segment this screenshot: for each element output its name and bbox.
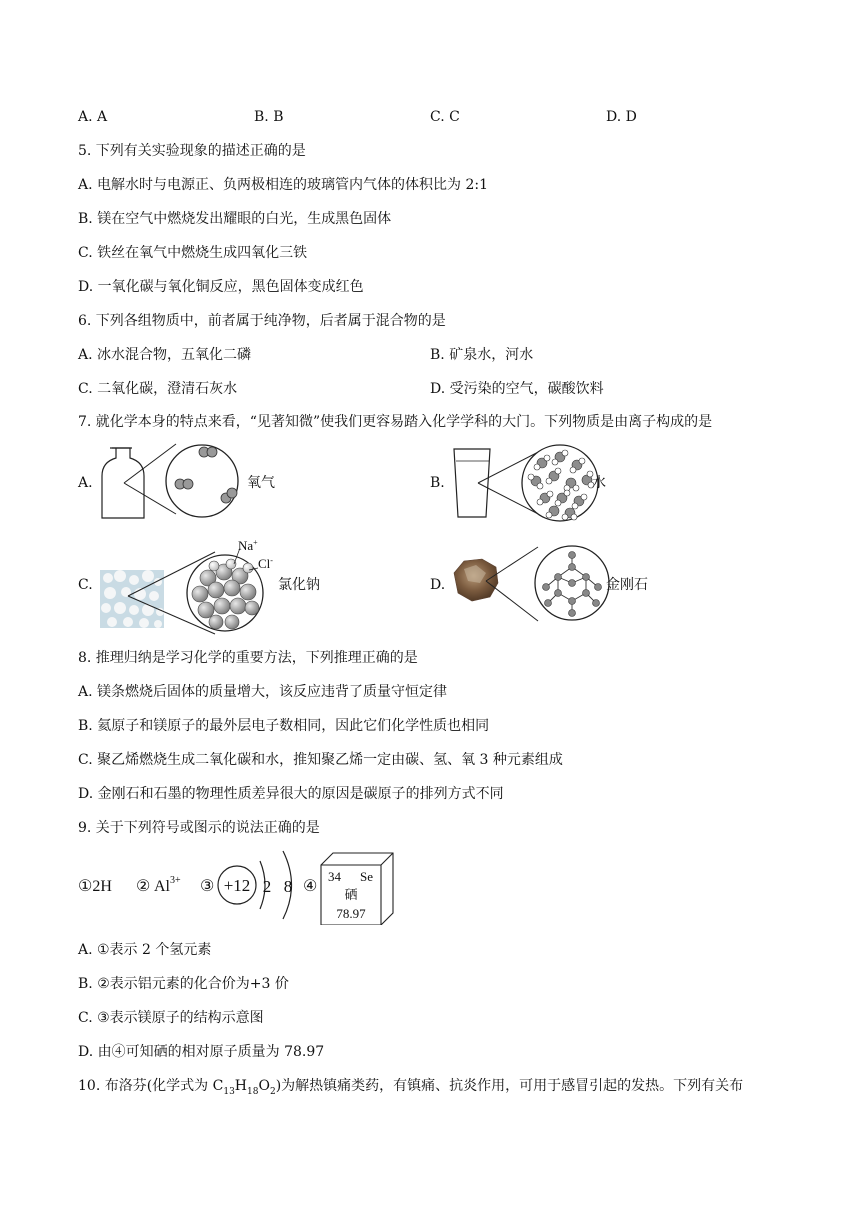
q6-option-b: B. 矿泉水，河水 xyxy=(430,347,534,363)
na-label: Na+ xyxy=(238,538,258,553)
q9-option-d: D. 由④可知硒的相对原子质量为 78.97 xyxy=(78,1044,325,1060)
q4-option-a: A. A xyxy=(78,109,108,125)
q7-stem: 7. 就化学本身的特点来看，“见著知微”使我们更容易踏入化学学科的大门。下列物质是由离子构成的是 xyxy=(78,414,713,430)
q4-option-c: C. C xyxy=(430,109,460,125)
atomic-number: 34 xyxy=(328,869,341,884)
shell-1-count: 2 xyxy=(262,877,272,896)
q9-option-c: C. ③表示镁原子的结构示意图 xyxy=(78,1010,264,1026)
q7-b-label: 水 xyxy=(592,475,606,491)
q4-option-b: B. B xyxy=(254,109,284,125)
selenium-element-cell xyxy=(321,853,393,925)
q8-option-c: C. 聚乙烯燃烧生成二氧化碳和水，推知聚乙烯一定由碳、氢、氧 3 种元素组成 xyxy=(78,752,563,768)
q9-option-a: A. ①表示 2 个氢元素 xyxy=(78,942,212,958)
q5-option-d: D. 一氧化碳与氧化铜反应，黑色固体变成红色 xyxy=(78,279,364,295)
symbol-4-marker: ④ xyxy=(303,878,318,895)
element-symbol: Se xyxy=(360,869,373,884)
q5-stem: 5. 下列有关实验现象的描述正确的是 xyxy=(78,143,306,159)
water-molecule-diagram xyxy=(450,443,600,523)
q6-option-c: C. 二氧化碳，澄清石灰水 xyxy=(78,381,238,397)
q5-option-a: A. 电解水时与电源正、负两极相连的玻璃管内气体的体积比为 2:1 xyxy=(78,177,488,193)
q5-option-c: C. 铁丝在氧气中燃烧生成四氧化三铁 xyxy=(78,245,308,261)
q8-option-d: D. 金刚石和石墨的物理性质差异很大的原因是碳原子的排列方式不同 xyxy=(78,786,504,802)
element-name: 硒 xyxy=(344,887,358,902)
symbol-3-marker: ③ xyxy=(200,878,215,895)
symbol-2-marker: ② xyxy=(136,878,151,895)
aluminum-ion: $Al^{3+}$ xyxy=(154,875,181,895)
q6-stem: 6. 下列各组物质中，前者属于纯净物，后者属于混合物的是 xyxy=(78,313,446,329)
q7-d-letter: D. xyxy=(430,577,446,593)
q9-option-b: B. ②表示铝元素的化合价为+3 价 xyxy=(78,976,289,992)
q8-option-a: A. 镁条燃烧后固体的质量增大，该反应违背了质量守恒定律 xyxy=(78,684,448,700)
nucleus-charge: +12 xyxy=(223,876,251,895)
q6-option-a: A. 冰水混合物，五氧化二磷 xyxy=(78,347,252,363)
q7-b-letter: B. xyxy=(430,475,445,491)
atomic-mass: 78.97 xyxy=(336,906,366,921)
oxygen-molecule-diagram xyxy=(96,440,246,524)
cl-label: Cl- xyxy=(258,556,273,571)
q4-option-d: D. D xyxy=(606,109,637,125)
q9-stem: 9. 关于下列符号或图示的说法正确的是 xyxy=(78,820,320,836)
diamond-structure-diagram xyxy=(450,543,610,627)
q7-d-label: 金刚石 xyxy=(606,577,648,593)
q7-c-label: 氯化钠 xyxy=(278,577,320,593)
q7-a-letter: A. xyxy=(78,475,93,491)
q6-option-d: D. 受污染的空气，碳酸饮料 xyxy=(430,381,604,397)
q7-a-label: 氧气 xyxy=(247,475,275,491)
q9-symbols-figure xyxy=(78,845,408,925)
q7-c-letter: C. xyxy=(78,577,93,593)
shell-2-count: 8 xyxy=(283,877,293,896)
q4-options xyxy=(0,107,860,127)
q5-option-b: B. 镁在空气中燃烧发出耀眼的白光，生成黑色固体 xyxy=(78,211,392,227)
sodium-chloride-diagram xyxy=(100,538,280,636)
symbol-2h: ①2H xyxy=(78,878,112,895)
q10-stem: 10. 布洛芬(化学式为 $C_{13}H_{18}O_2$)为解热镇痛类药，有镇痛、抗炎作用，可用于感冒引起的发热。下列有关布 xyxy=(78,1078,744,1097)
q8-stem: 8. 推理归纳是学习化学的重要方法，下列推理正确的是 xyxy=(78,650,418,666)
q8-option-b: B. 氦原子和镁原子的最外层电子数相同，因此它们化学性质也相同 xyxy=(78,718,490,734)
